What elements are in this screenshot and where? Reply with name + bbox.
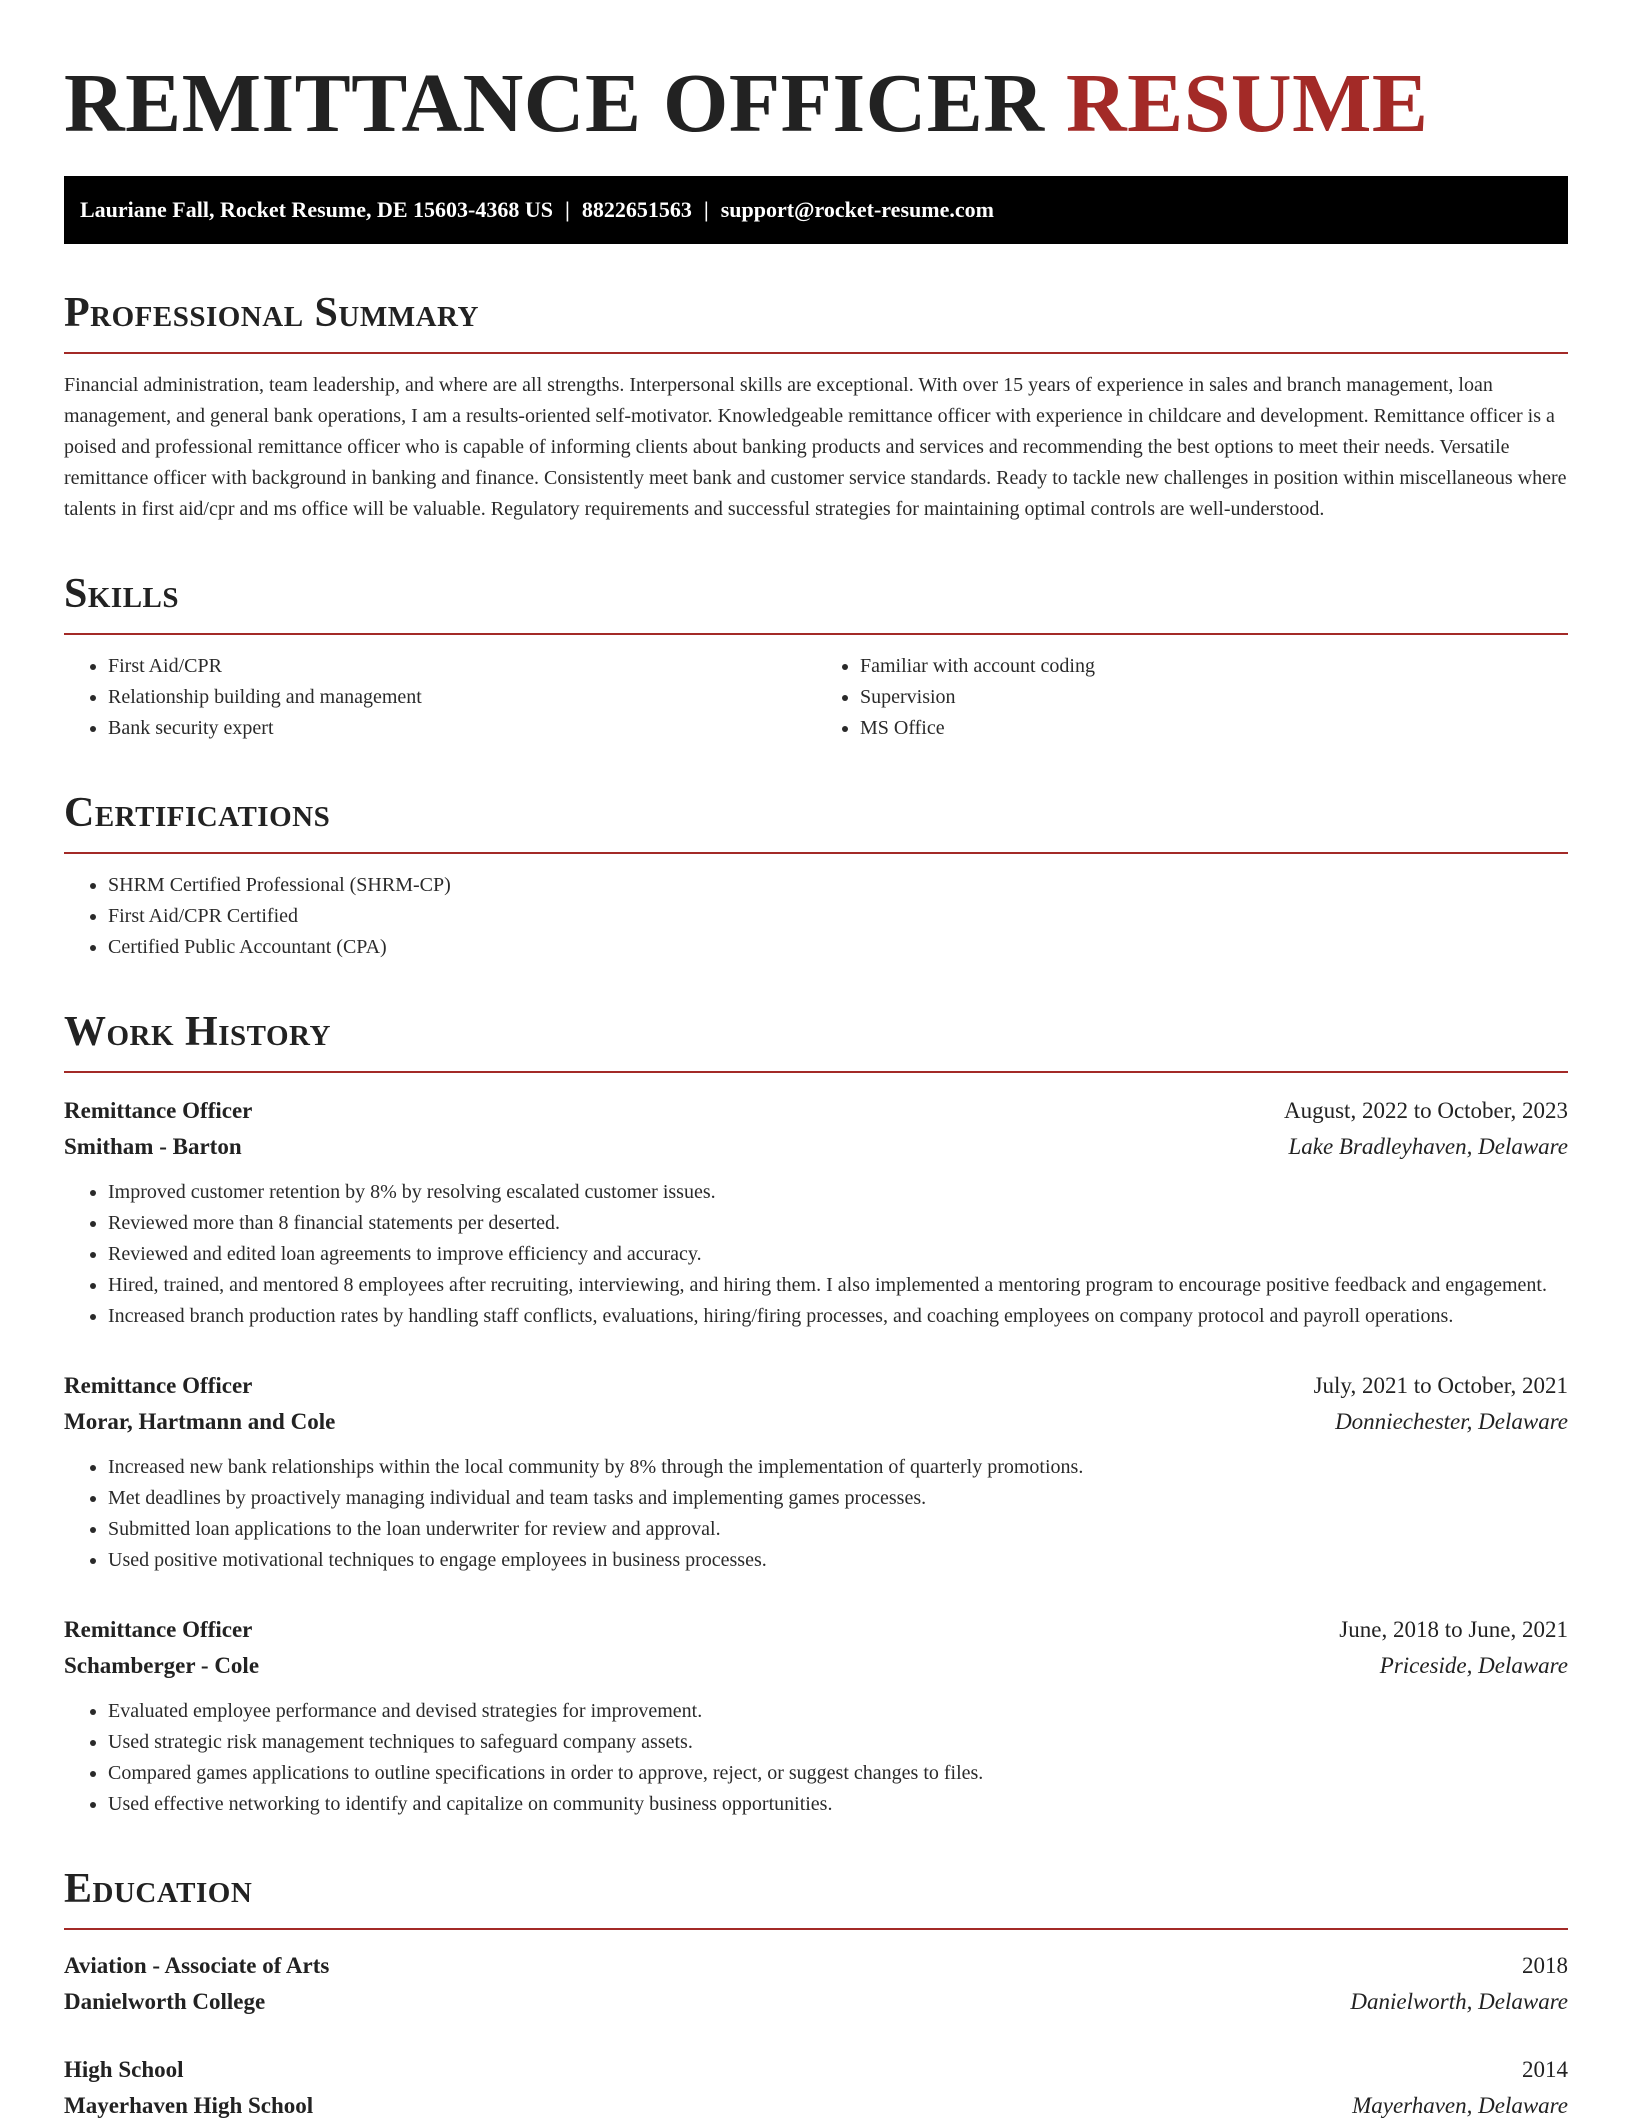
job-company: Smitham - Barton [64,1134,242,1159]
education-school-row [64,1984,1568,2020]
skills-grid [64,651,1568,744]
job-role: Remittance Officer [64,1617,253,1642]
contact-separator: | [564,197,570,222]
job-bullet: • Improved customer retention by 8% by resolving escalated customer issues. [108,1177,1568,1208]
job-bullets [64,1696,1568,1820]
job-company-row [64,1129,1568,1165]
job-location: Donniechester, Delaware [1335,1409,1568,1434]
job-role: Remittance Officer [64,1373,253,1398]
education-degree: Aviation - Associate of Arts [64,1953,330,1978]
education-year: 2018 [1522,1953,1568,1978]
job-bullet: • Reviewed more than 8 financial statements per deserted. [108,1208,1568,1239]
summary-heading: Professional Summary [64,290,479,336]
job-company: Morar, Hartmann and Cole [64,1409,336,1434]
job-bullet: • Increased new bank relationships within the local community by 8% through the implementation of quarterly promotions. [108,1452,1568,1483]
education-header-row [64,2052,1568,2088]
job-header-row [64,1368,1568,1404]
job-location: Lake Bradleyhaven, Delaware [1288,1134,1568,1159]
contact-phone: 8822651563 [581,197,692,222]
education-degree: High School [64,2057,184,2082]
certifications-section [64,788,1568,963]
job-dates: June, 2018 to June, 2021 [1339,1617,1568,1642]
skill-item: • Bank security expert [108,713,816,744]
job-header-row [64,1093,1568,1129]
education-location: Danielworth, Delaware [1350,1989,1568,2014]
education-heading: Education [64,1866,253,1912]
section-divider [64,1071,1568,1073]
contact-bar [64,176,1568,244]
job-bullet: • Reviewed and edited loan agreements to improve efficiency and accuracy. [108,1239,1568,1270]
education-entry [64,1948,1568,2020]
contact-email: support@rocket-resume.com [720,197,994,222]
skill-item: • First Aid/CPR [108,651,816,682]
section-divider [64,633,1568,635]
certifications-list [64,870,1568,963]
section-divider [64,1928,1568,1930]
education-school-row [64,2088,1568,2124]
job-company: Schamberger - Cole [64,1653,260,1678]
education-entry [64,2052,1568,2124]
job-bullet: • Compared games applications to outline specifications in order to approve, reject, or suggest changes to files. [108,1758,1568,1789]
education-location: Mayerhaven, Delaware [1352,2093,1568,2118]
job-location: Priceside, Delaware [1379,1653,1568,1678]
job-role: Remittance Officer [64,1098,253,1123]
job-bullet: • Used positive motivational techniques to engage employees in business processes. [108,1545,1568,1576]
job-entry [64,1093,1568,1332]
section-divider [64,852,1568,854]
section-divider [64,352,1568,354]
title-main: REMITTANCE OFFICER [64,57,1045,150]
skill-item: • Familiar with account coding [860,651,1568,682]
job-company-row [64,1404,1568,1440]
job-entry [64,1612,1568,1820]
job-bullet: • Increased branch production rates by handling staff conflicts, evaluations, hiring/firing processes, and coaching employees on company protocol and payroll operations. [108,1301,1568,1332]
skill-item: • Supervision [860,682,1568,713]
job-bullet: • Met deadlines by proactively managing individual and team tasks and implementing games processes. [108,1483,1568,1514]
skills-list-left [64,651,816,744]
work-history-section [64,1007,1568,1820]
job-company-row [64,1648,1568,1684]
job-header-row [64,1612,1568,1648]
resume-title [64,56,1568,152]
title-accent: RESUME [1066,57,1429,150]
contact-address: Lauriane Fall, Rocket Resume, DE 15603-4368 US [80,197,553,222]
contact-separator: | [703,197,709,222]
work-history-heading: Work History [64,1009,331,1055]
skills-section [64,569,1568,744]
certification-item: • Certified Public Accountant (CPA) [108,932,1568,963]
education-header-row [64,1948,1568,1984]
skill-item: • MS Office [860,713,1568,744]
summary-text: Financial administration, team leadership, and where are all strengths. Interpersonal skills are exceptional. With over 15 years of experience in sales and branch management, loan management, and general bank operations, I am a results-oriented self-motivator. Knowledgeable remittance officer with experience in childcare and development. Remittance officer is a poised and professional remittance officer who is capable of informing clients about banking products and services and recommending the best options to meet their needs. Versatile remittance officer with background in banking and finance. Consistently meet bank and customer service standards. Ready to tackle new challenges in position within miscellaneous where talents in first aid/cpr and ms office will be valuable. Regulatory requirements and successful strategies for maintaining optimal controls are well-understood. [64,374,1567,520]
skills-list-right [816,651,1568,744]
skill-item: • Relationship building and management [108,682,816,713]
job-entry [64,1368,1568,1576]
education-school: Mayerhaven High School [64,2093,314,2118]
job-bullets [64,1177,1568,1332]
job-bullet: • Evaluated employee performance and devised strategies for improvement. [108,1696,1568,1727]
job-dates: July, 2021 to October, 2021 [1313,1373,1568,1398]
job-bullet: • Hired, trained, and mentored 8 employees after recruiting, interviewing, and hiring them. I also implemented a mentoring program to encourage positive feedback and engagement. [108,1270,1568,1301]
skills-heading: Skills [64,571,180,617]
job-bullets [64,1452,1568,1576]
job-bullet: • Submitted loan applications to the loan underwriter for review and approval. [108,1514,1568,1545]
certification-item: • First Aid/CPR Certified [108,901,1568,932]
education-section [64,1864,1568,2124]
education-school: Danielworth College [64,1989,266,2014]
certification-item: • SHRM Certified Professional (SHRM-CP) [108,870,1568,901]
education-year: 2014 [1522,2057,1568,2082]
job-bullet: • Used effective networking to identify and capitalize on community business opportunities. [108,1789,1568,1820]
job-bullet: • Used strategic risk management techniques to safeguard company assets. [108,1727,1568,1758]
summary-section [64,288,1568,525]
certifications-heading: Certifications [64,790,331,836]
job-dates: August, 2022 to October, 2023 [1284,1098,1568,1123]
